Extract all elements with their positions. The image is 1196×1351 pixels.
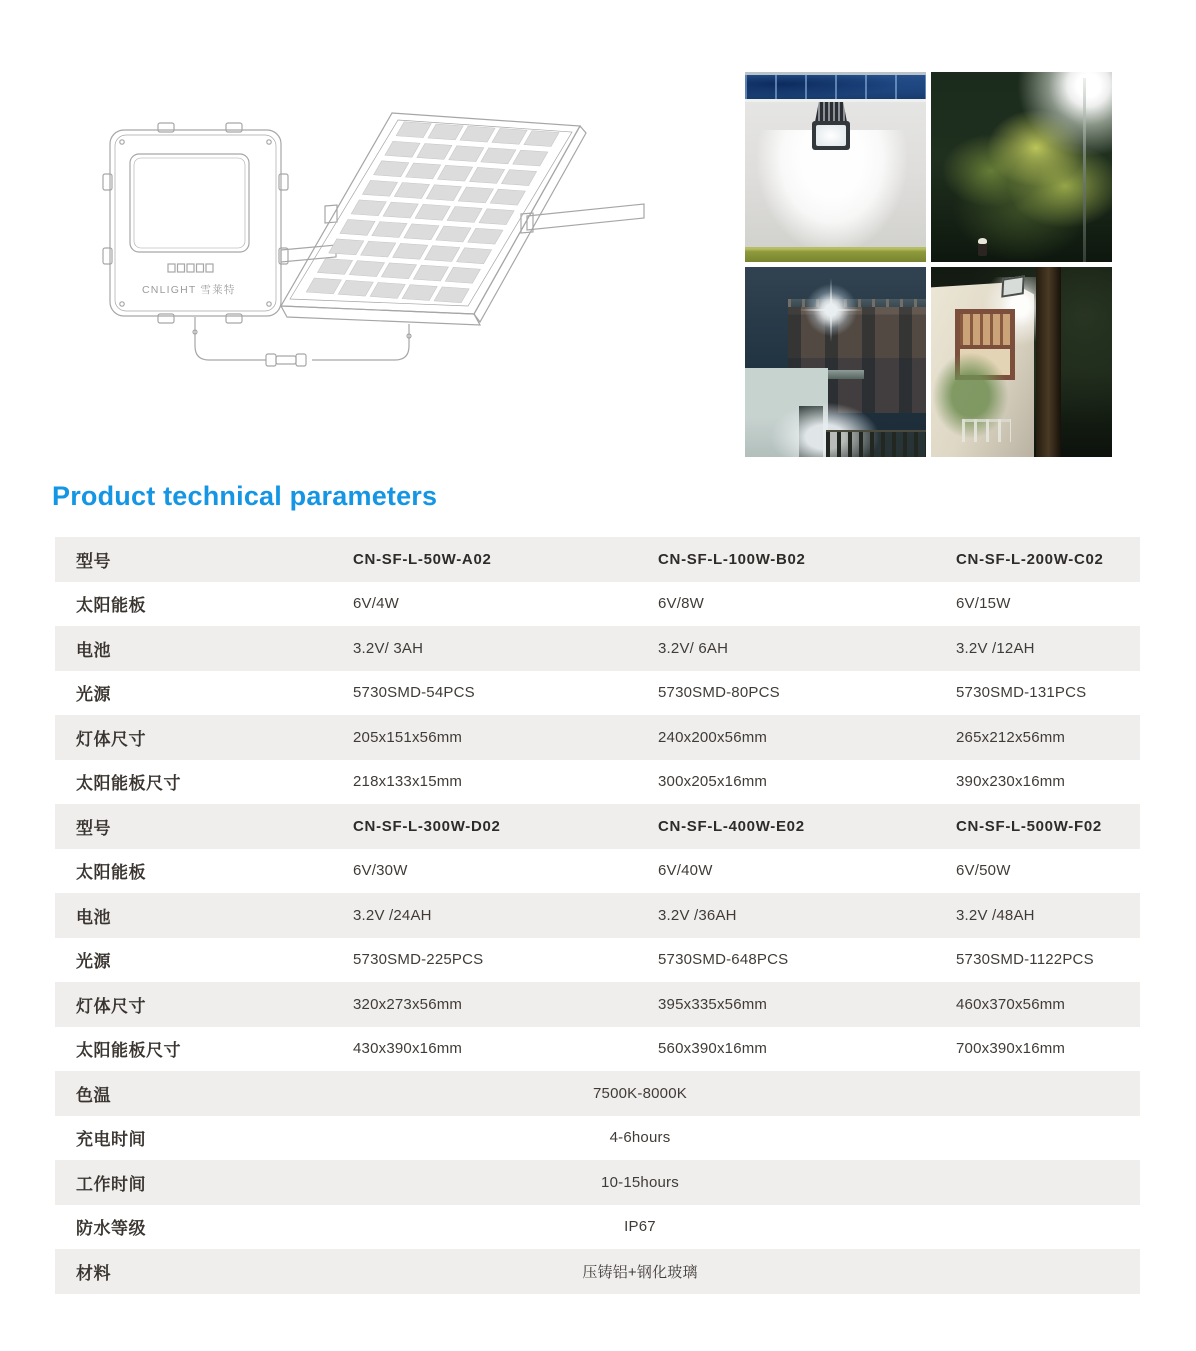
spec-value: 3.2V /24AH <box>353 906 432 924</box>
spec-label: 光源 <box>76 685 111 705</box>
spec-row <box>55 938 1140 983</box>
spec-value: 3.2V/ 3AH <box>353 639 424 657</box>
solar-panel-top <box>815 102 847 122</box>
spec-value-merged: 10-15hours <box>601 1173 679 1191</box>
spec-value-merged: IP67 <box>624 1218 656 1236</box>
spec-label: 色温 <box>76 1085 111 1105</box>
spec-value: CN-SF-L-100W-B02 <box>658 550 806 568</box>
tree-trunk <box>1036 267 1061 457</box>
spec-row <box>55 1027 1140 1072</box>
spec-value: 5730SMD-54PCS <box>353 684 475 702</box>
label-squares <box>168 264 213 272</box>
spec-value: CN-SF-L-300W-D02 <box>353 817 501 835</box>
spec-row <box>55 804 1140 849</box>
spec-value: 3.2V/ 6AH <box>658 639 729 657</box>
spec-row <box>55 1205 1140 1250</box>
spec-value: 240x200x56mm <box>658 728 768 746</box>
spec-row <box>55 715 1140 760</box>
photo-factory-gate <box>745 267 926 457</box>
spec-value: 5730SMD-131PCS <box>956 684 1087 702</box>
grass-strip <box>745 247 926 262</box>
solar-panel-drawing <box>281 113 644 325</box>
spec-value: CN-SF-L-200W-C02 <box>956 550 1104 568</box>
application-photo-grid <box>745 72 1112 457</box>
spec-value: 5730SMD-80PCS <box>658 684 780 702</box>
spec-value: 3.2V /12AH <box>956 639 1035 657</box>
floodlight-drawing <box>103 123 336 323</box>
spec-row <box>55 1116 1140 1161</box>
connection-cable-drawing <box>193 317 411 366</box>
spec-value-merged: 7500K-8000K <box>593 1084 687 1102</box>
spec-label: 型号 <box>76 818 111 838</box>
spec-value: 6V/4W <box>353 595 400 613</box>
spec-row <box>55 671 1140 716</box>
spec-value: 218x133x15mm <box>353 773 463 791</box>
spec-row <box>55 1160 1140 1205</box>
spec-value: 6V/15W <box>956 595 1011 613</box>
spec-row <box>55 982 1140 1027</box>
spec-row <box>55 893 1140 938</box>
spec-label: 太阳能板尺寸 <box>76 774 181 794</box>
spec-label: 材料 <box>76 1263 111 1283</box>
spec-value: CN-SF-L-500W-F02 <box>956 817 1102 835</box>
white-railing <box>962 419 1011 442</box>
spec-label: 灯体尺寸 <box>76 996 146 1016</box>
spec-label: 灯体尺寸 <box>76 729 146 749</box>
spec-row <box>55 1249 1140 1294</box>
spec-value: 6V/40W <box>658 862 713 880</box>
spec-label: 电池 <box>76 907 111 927</box>
spec-row <box>55 1071 1140 1116</box>
spec-value: 395x335x56mm <box>658 995 768 1013</box>
spec-row <box>55 582 1140 627</box>
brand-text: CNLIGHT 雪莱特 <box>142 284 236 296</box>
solar-cells <box>306 122 559 303</box>
cable-connector <box>266 354 306 366</box>
spec-label: 太阳能板 <box>76 596 146 616</box>
spec-value: 560x390x16mm <box>658 1040 768 1058</box>
spec-label: 防水等级 <box>76 1219 146 1239</box>
spec-label: 太阳能板尺寸 <box>76 1041 181 1061</box>
glass-balustrade <box>745 72 926 102</box>
product-line-drawing <box>100 70 800 400</box>
photo-wall-mounted-light <box>745 72 926 262</box>
spec-value: 5730SMD-225PCS <box>353 951 484 969</box>
photo-illuminated-tree <box>931 72 1112 262</box>
spec-value: CN-SF-L-400W-E02 <box>658 817 805 835</box>
spec-value: 300x205x16mm <box>658 773 768 791</box>
spec-row <box>55 537 1140 582</box>
photo-house-corner <box>931 267 1112 457</box>
spec-value: 430x390x16mm <box>353 1040 463 1058</box>
spec-value: 390x230x16mm <box>956 773 1066 791</box>
spec-value: 6V/50W <box>956 862 1011 880</box>
panel-left-clip <box>325 205 337 223</box>
spec-row <box>55 626 1140 671</box>
spec-value: 5730SMD-1122PCS <box>956 951 1094 969</box>
spec-value: 6V/30W <box>353 862 408 880</box>
spec-label: 工作时间 <box>76 1174 146 1194</box>
spec-value: 265x212x56mm <box>956 728 1066 746</box>
spec-value: 5730SMD-648PCS <box>658 951 789 969</box>
flood-lamp <box>812 121 850 150</box>
spec-label: 型号 <box>76 551 111 571</box>
spec-label: 光源 <box>76 952 111 972</box>
spec-table <box>55 537 1140 1294</box>
spec-value-merged: 4-6hours <box>609 1129 671 1147</box>
spec-value: 205x151x56mm <box>353 728 463 746</box>
spec-label: 充电时间 <box>76 1130 146 1150</box>
person-figure <box>978 242 987 256</box>
spec-row <box>55 760 1140 805</box>
spec-value: 3.2V /48AH <box>956 906 1035 924</box>
section-title: Product technical parameters <box>52 481 438 511</box>
spec-value: 460x370x56mm <box>956 995 1066 1013</box>
spec-value-merged: 压铸铝+钢化玻璃 <box>582 1263 698 1281</box>
solar-flood-fixture <box>1001 275 1024 297</box>
spec-value: 700x390x16mm <box>956 1040 1066 1058</box>
spec-label: 电池 <box>76 640 111 660</box>
spec-value: CN-SF-L-50W-A02 <box>353 550 492 568</box>
spec-label: 太阳能板 <box>76 863 146 883</box>
night-tint-overlay <box>745 267 926 457</box>
light-pole <box>1083 78 1086 262</box>
spec-value: 320x273x56mm <box>353 995 463 1013</box>
spec-value: 3.2V /36AH <box>658 906 737 924</box>
spec-row <box>55 849 1140 894</box>
spec-value: 6V/8W <box>658 595 705 613</box>
